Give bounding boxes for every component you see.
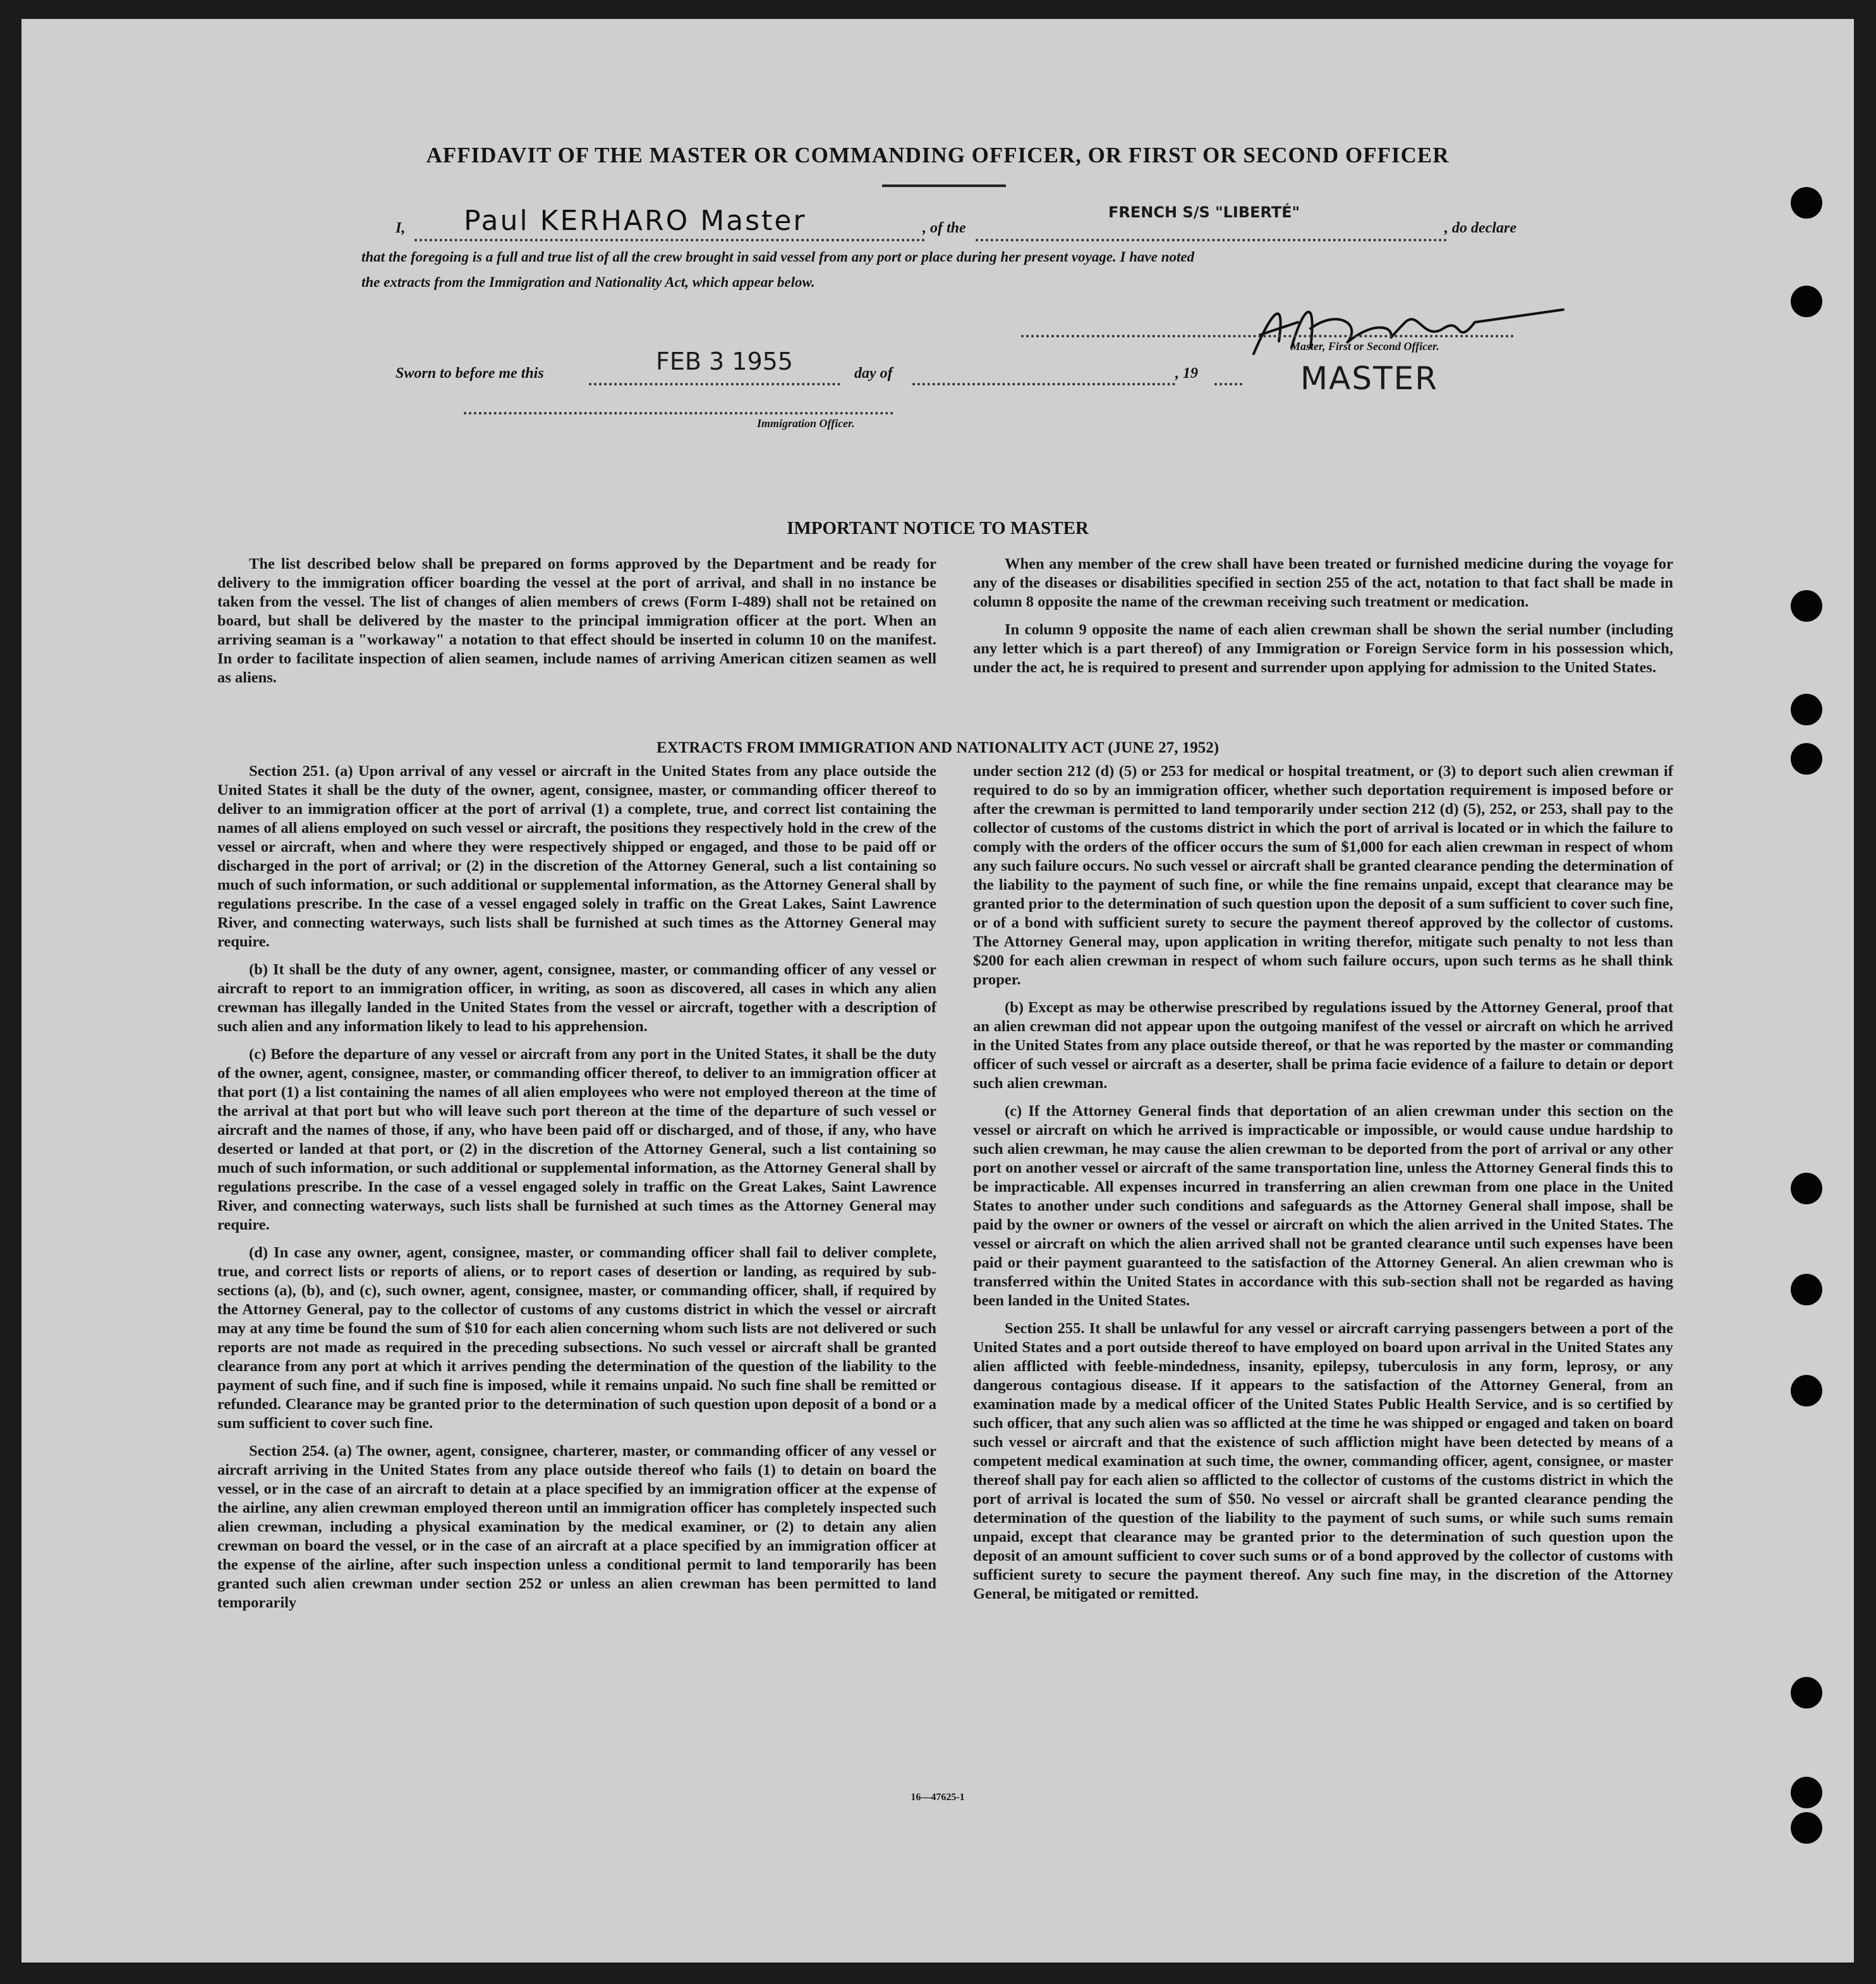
- document-page: [21, 19, 1854, 1963]
- extract-paragraph: (c) If the Attorney General finds that deportation of an alien crewman under this section on the vessel or aircraft on which he arrived is impracticable or impossible, or would cause undue hardship to such alien crewman, he may cause the alien crewman to be deported from the port of arrival or any other port on another vessel or aircraft of the same transportation line, unless the Attorney General finds this to be impracticable. All expenses incurred in transferring an alien crewman from one place in the United States to another under such conditions and safeguards as the Attorney General shall impose, shall be paid by the owner or owners of the vessel or aircraft on which the alien arrived in the United States. The vessel or aircraft on which the alien arrived shall not be granted clearance until such expenses have been paid or their payment guaranteed to the satisfaction of the Attorney General. An alien crewman who is transferred within the United States in accordance with this sub-section shall not be regarded as having been landed in the United States.: [973, 1103, 1673, 1309]
- form-number: 16—47625-1: [911, 1792, 965, 1803]
- i-label: I,: [396, 220, 406, 236]
- punch-hole: [1791, 187, 1822, 219]
- extract-paragraph: (b) It shall be the duty of any owner, agent, consignee, master, or commanding officer of any vessel or aircraft to report to an immigration officer, in writing, as soon as discovered, all cases in which any alien crewman has illegally landed in the United States from the vessel or aircraft, together with a description of such alien and any information likely to lead to his apprehension.: [217, 961, 936, 1035]
- punch-hole: [1791, 1375, 1822, 1406]
- officer-name-line: [415, 239, 925, 241]
- punch-hole: [1791, 743, 1822, 775]
- notice-right-column: [973, 555, 1673, 686]
- notice-paragraph: The list described below shall be prepared on forms approved by the Department and be ready for delivery to the immigration officer boarding the vessel at the port of arrival, and shall in no instance be taken from the vessel. The list of changes of alien members of crews (Form I-489) shall not be retained on board, but shall be delivered by the master to the principal immigration officer at the port. When an arriving seaman is a "workaway" a notation to that effect should be inserted in column 10 on the manifest. In order to facilitate inspection of alien seamen, include names of arriving American citizen seamen as well as aliens.: [217, 555, 936, 686]
- immigration-officer-line: [464, 412, 893, 414]
- signature-caption: Master, First or Second Officer.: [1290, 340, 1439, 353]
- immigration-officer-caption: Immigration Officer.: [757, 417, 855, 430]
- punch-hole: [1791, 694, 1822, 725]
- extract-paragraph: Section 255. It shall be unlawful for any vessel or aircraft carrying passengers between a port of the United States and a port outside thereof to have employed on board upon arrival in the United States any alien afflicted with feeble-mindedness, insanity, epilepsy, tuberculosis in any form, leprosy, or any dangerous contagious disease. If it appears to the satisfaction of the Attorney General, from an examination made by a medical officer of the United States Public Health Service, and is so certified by such officer, that any such alien was so afflicted at the time he was shipped or engaged and taken on board such vessel or aircraft and that the existence of such affliction might have been detected by means of a competent medical examination at such time, the owner, commanding officer, agent, consignee, or master thereof shall pay for each alien so afflicted to the collector of customs of the customs district in which the port of arrival is located the sum of $50. No vessel or aircraft shall be granted clearance pending the determination of the question of the liability to the payment of such sums, or while such sums remain unpaid, except that clearance may be granted prior to the determination of such question upon the deposit of an amount sufficient to cover such sums or of a bond approved by the collector of customs with sufficient surety to secure the payment thereof. Any such fine may, in the discretion of the Attorney General, be mitigated or remitted.: [973, 1320, 1673, 1602]
- extract-paragraph: Section 251. (a) Upon arrival of any vessel or aircraft in the United States from any place outside the United States it shall be the duty of the owner, agent, consignee, master, or commanding officer thereof to deliver to an immigration officer at the port of arrival (1) a complete, true, and correct list containing the names of all aliens employed on such vessel or aircraft, the positions they respectively hold in the crew of the vessel or aircraft, when and where they were respectively shipped or engaged, and those to be paid off or discharged in the port of arrival; or (2) in the discretion of the Attorney General, such a list containing so much of such information, or such additional or supplemental information, as the Attorney General shall by regulations prescribe. In the case of a vessel engaged solely in traffic on the Great Lakes, Saint Lawrence River, and connecting waterways, such lists shall be furnished at such times as the Attorney General may require.: [217, 763, 936, 950]
- signature-line: [1021, 335, 1514, 337]
- punch-hole: [1791, 286, 1822, 317]
- title-divider: [882, 184, 1006, 187]
- vessel-name-line: [976, 239, 1447, 241]
- punch-hole: [1791, 1777, 1822, 1808]
- punch-hole: [1791, 1173, 1822, 1204]
- notice-title: IMPORTANT NOTICE TO MASTER: [787, 518, 1089, 538]
- punch-hole: [1791, 1812, 1822, 1844]
- declaration-line-1: that the foregoing is a full and true list of all the crew brought in said vessel from any port or place during her present voyage. I have noted: [361, 249, 1195, 265]
- extracts-left-column: [217, 762, 936, 1621]
- sworn-month-line: [912, 383, 1175, 385]
- extract-paragraph: (b) Except as may be otherwise prescribed by regulations issued by the Attorney General, proof that an alien crewman did not appear upon the outgoing manifest of the vessel or aircraft on which he arrived in the United States from any place outside thereof, or that he was reported by the master or commanding officer of such vessel or aircraft as a deserter, shall be prima facie evidence of a failure to detain or deport such alien crewman.: [973, 999, 1673, 1092]
- punch-hole: [1791, 1274, 1822, 1305]
- notice-paragraph: When any member of the crew shall have been treated or furnished medicine during the voyage for any of the diseases or disabilities specified in section 255 of the act, notation to that fact shall be made in column 8 opposite the name of the crewman receiving such treatment or medication.: [973, 555, 1673, 610]
- day-of-label: day of: [854, 365, 893, 382]
- extract-paragraph: (d) In case any owner, agent, consignee, master, or commanding officer shall fail to deliver complete, true, and correct lists or reports of aliens, or to report cases of desertion or landing, as required by sub-sections (a), (b), and (c), such owner, agent, consignee, master, or commanding officer, shall, if required by the Attorney General, pay to the collector of customs of any customs district in which the vessel or aircraft may at any time be found the sum of $10 for each alien concerning whom such lists are not delivered or such reports are not made as required in the preceding subsections. No such vessel or aircraft shall be granted clearance from any port at which it arrives pending the determination of the question of the liability to the payment of such fine, and if such fine is imposed, while it remains unpaid. No such fine shall be remitted or refunded. Clearance may be granted prior to the determination of such question upon deposit of a bond or a sum sufficient to cover such fine.: [217, 1244, 936, 1432]
- extracts-title: EXTRACTS FROM IMMIGRATION AND NATIONALITY ACT (JUNE 27, 1952): [656, 739, 1219, 756]
- of-the-label: , of the: [923, 220, 966, 236]
- notice-paragraph: In column 9 opposite the name of each alien crewman shall be shown the serial number (including any letter which is a part thereof) of any Immigration or Foreign Service form in his possession which, under the act, he is required to present and surrender upon applying for admission to the United States.: [973, 621, 1673, 676]
- officer-name-field: Paul KERHARO Master: [464, 205, 807, 237]
- sworn-date-stamp: FEB 3 1955: [656, 348, 793, 375]
- extract-paragraph: under section 212 (d) (5) or 253 for medical or hospital treatment, or (3) to deport such alien crewman if required to do so by an immigration officer, whether such deportation requirement is imposed before or after the crewman is permitted to land temporarily under section 212 (d) (5), 252, or 253, shall pay to the collector of customs of the customs district in which the port of arrival is located or in which the failure to comply with the orders of the officer occurs the sum of $1,000 for each alien crewman in respect of whom any such failure occurs. No such vessel or aircraft shall be granted clearance pending the determination of the liability to the payment of such fine, or while the fine remains unpaid, except that clearance may be granted prior to the determination of such question upon the deposit of a sum sufficient to cover such fine, or of a bond with sufficient surety to secure the payment thereof approved by the collector of customs. The Attorney General may, upon application in writing therefor, mitigate such penalty to not less than $200 for each alien crewman in respect of whom such failure occurs, upon such terms as he shall think proper.: [973, 763, 1673, 988]
- extract-paragraph: Section 254. (a) The owner, agent, consignee, charterer, master, or commanding officer of any vessel or aircraft arriving in the United States from any place outside thereof who fails (1) to detain on board the vessel, or in the case of an aircraft to detain at a place specified by an immigration officer at the expense of the airline, any alien crewman employed thereon until an immigration officer has completely inspected such alien crewman, including a physical examination by the medical examiner, or (2) to detain any alien crewman on board the vessel, or in the case of an aircraft at a place specified by an immigration officer at the expense of the airline, after such inspection unless a conditional permit to land temporarily has been granted such alien crewman under section 252 or unless an alien crewman has been permitted to land temporarily: [217, 1443, 936, 1611]
- declare-label: , do declare: [1444, 220, 1516, 236]
- year-line: [1214, 383, 1242, 385]
- notice-left-column: [217, 555, 936, 696]
- sworn-label: Sworn to before me this: [396, 365, 544, 382]
- extract-paragraph: (c) Before the departure of any vessel or aircraft from any port in the United States, it shall be the duty of the owner, agent, consignee, master, or commanding officer thereof, to deliver to an immigration officer at that port (1) a list containing the names of all alien employees who were not employed thereon at the time of the arrival at that port but who will leave such port thereon at the time of the departure of such vessel or aircraft and the names of those, if any, who have been paid off or discharged, and of those, if any, who have deserted or landed at that port, or (2) in the discretion of the Attorney General, such a list containing so much of such information, or such additional or supplemental information, as the Attorney General shall by regulations prescribe. In the case of a vessel engaged solely in traffic on the Great Lakes, Saint Lawrence River, and connecting waterways, such lists shall be furnished at such times as the Attorney General may require.: [217, 1046, 936, 1233]
- year-label: , 19: [1175, 365, 1198, 382]
- punch-hole: [1791, 1677, 1822, 1709]
- vessel-name-field: FRENCH S/S "LIBERTÉ": [1108, 203, 1300, 221]
- extracts-right-column: [973, 762, 1673, 1612]
- master-stamp: MASTER: [1300, 360, 1438, 397]
- sworn-day-line: [589, 383, 840, 385]
- declaration-line-2: the extracts from the Immigration and Nationality Act, which appear below.: [361, 274, 815, 290]
- affidavit-title: AFFIDAVIT OF THE MASTER OR COMMANDING OFFICER, OR FIRST OR SECOND OFFICER: [426, 143, 1449, 167]
- master-signature: [1235, 284, 1576, 366]
- punch-hole: [1791, 590, 1822, 622]
